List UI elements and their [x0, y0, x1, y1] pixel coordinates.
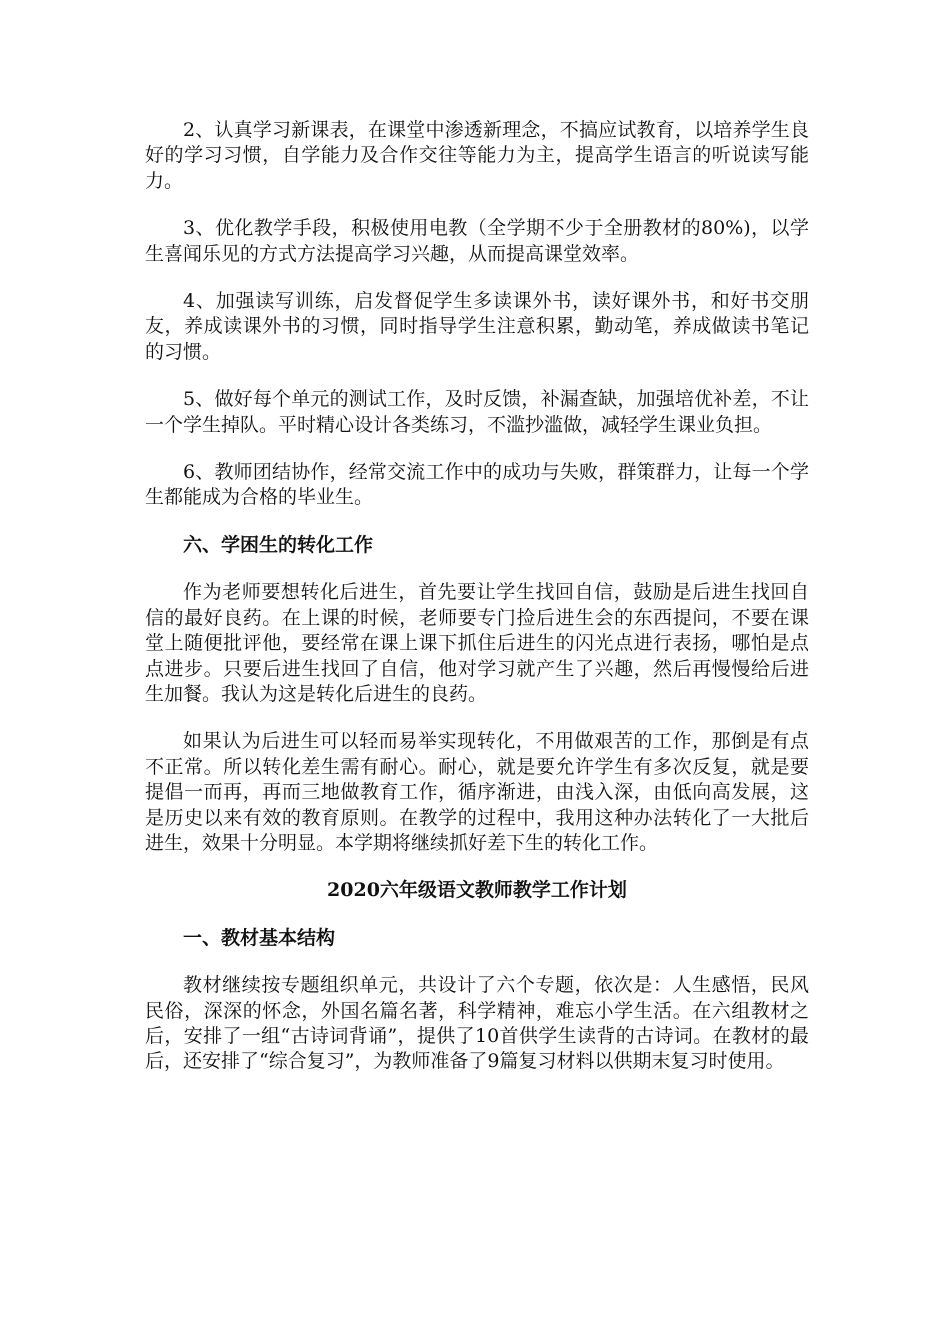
section-heading-1: 一、教材基本结构 [183, 926, 336, 949]
paragraph-item-6: 6、教师团结协作，经常交流工作中的成功与失败，群策群力，让每一个学生都能成为合格的毕业生。 [145, 461, 809, 509]
document-title: 2020六年级语文教师教学工作计划 [327, 879, 627, 902]
section-heading-6: 六、学困生的转化工作 [183, 533, 374, 556]
paragraph-structure: 教材继续按专题组织单元，共设计了六个专题，依次是：人生感悟，民风民俗，深深的怀念，外国名篇名著，科学精神，难忘小学生活。在六组教材之后，安排了一组“古诗词背诵”，提供了10首供学生读背的古诗词。在教材的最后，还安排了“综合复习”，为教师准备了9篇复习材料以供期末复习时使用。 [145, 974, 809, 1073]
paragraph-item-5: 5、做好每个单元的测试工作，及时反馈，补漏查缺，加强培优补差，不让一个学生掉队。平时精心设计各类练习，不滥抄滥做，减轻学生课业负担。 [145, 388, 809, 436]
paragraph-item-2: 2、认真学习新课表，在课堂中渗透新理念，不搞应试教育，以培养学生良好的学习习惯，自学能力及合作交往等能力为主，提高学生语言的听说读写能力。 [145, 119, 809, 192]
paragraph-item-3: 3、优化教学手段，积极使用电教（全学期不少于全册教材的80%)，以学生喜闻乐见的方式方法提高学习兴趣，从而提高课堂效率。 [145, 217, 809, 265]
paragraph-transform-1: 作为老师要想转化后进生，首先要让学生找回自信，鼓励是后进生找回自信的最好良药。在上课的时候，老师要专门捡后进生会的东西提问，不要在课堂上随便批评他，要经常在课上课下抓住后进生的闪光点进行表扬，哪怕是点点进步。只要后进生找回了自信，他对学习就产生了兴趣，然后再慢慢给后进生加餐。我认为这是转化后进生的良药。 [145, 581, 809, 705]
document-page [145, 118, 809, 1097]
paragraph-item-4: 4、加强读写训练，启发督促学生多读课外书，读好课外书，和好书交朋友，养成读课外书的习惯，同时指导学生注意积累，勤动笔，养成做读书笔记的习惯。 [145, 290, 809, 363]
paragraph-transform-2: 如果认为后进生可以轻而易举实现转化，不用做艰苦的工作，那倒是有点不正常。所以转化差生需有耐心。耐心，就是要允许学生有多次反复，就是要提倡一而再，再而三地做教育工作，循序渐进，由浅入深，由低向高发展，这是历史以来有效的教育原则。在教学的过程中，我用这种办法转化了一大批后进生，效果十分明显。本学期将继续抓好差下生的转化工作。 [145, 730, 809, 854]
